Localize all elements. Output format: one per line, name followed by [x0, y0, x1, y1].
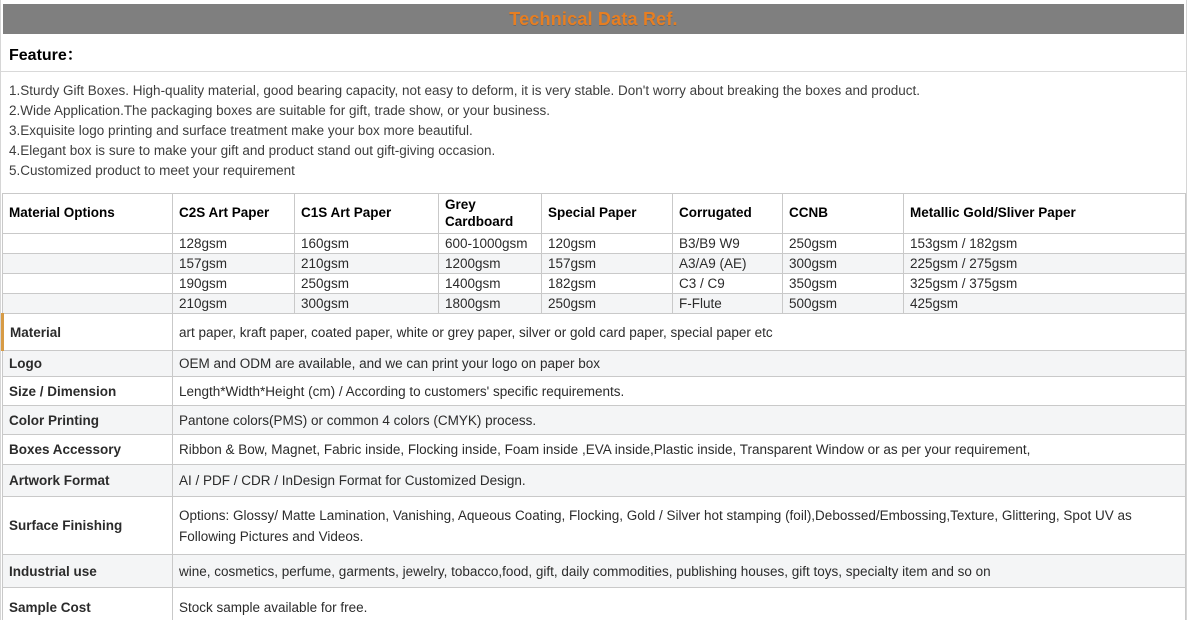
row-label: Logo [3, 351, 173, 377]
column-header: C2S Art Paper [173, 194, 295, 234]
column-header: Metallic Gold/Sliver Paper [904, 194, 1186, 234]
feature-item: 3.Exquisite logo printing and surface treatment make your box more beautiful. [9, 123, 473, 138]
detail-row-size-dimension [3, 377, 1186, 406]
materials-row [3, 234, 1186, 254]
table-cell: B3/B9 W9 [673, 234, 783, 254]
table-cell: 120gsm [542, 234, 673, 254]
table-cell: 225gsm / 275gsm [904, 254, 1186, 274]
table-cell [3, 274, 173, 294]
table-cell: 182gsm [542, 274, 673, 294]
detail-row-color-printing [3, 406, 1186, 435]
column-header: Special Paper [542, 194, 673, 234]
table-cell: 250gsm [542, 294, 673, 314]
row-value: Pantone colors(PMS) or common 4 colors (CMYK) process. [173, 406, 1186, 435]
spec-table [1, 193, 1186, 620]
row-value: OEM and ODM are available, and we can print your logo on paper box [173, 351, 1186, 377]
table-cell: 210gsm [295, 254, 439, 274]
table-cell: A3/A9 (AE) [673, 254, 783, 274]
row-label: Color Printing [3, 406, 173, 435]
detail-row-artwork-format [3, 465, 1186, 497]
table-cell: 153gsm / 182gsm [904, 234, 1186, 254]
row-label: Artwork Format [3, 465, 173, 497]
table-cell: 1200gsm [439, 254, 542, 274]
table-cell: 157gsm [173, 254, 295, 274]
detail-row-logo [3, 351, 1186, 377]
column-header: Corrugated [673, 194, 783, 234]
column-header: C1S Art Paper [295, 194, 439, 234]
feature-item: 1.Sturdy Gift Boxes. High-quality material, good bearing capacity, not easy to deform, it is very stable. Don't worry about breaking the boxes and product. [9, 83, 921, 98]
table-cell: 1400gsm [439, 274, 542, 294]
table-cell [3, 294, 173, 314]
row-value: Stock sample available for free. [173, 588, 1186, 620]
row-value: Length*Width*Height (cm) / According to customers' specific requirements. [173, 377, 1186, 406]
detail-row-material [3, 314, 1186, 351]
row-label: Boxes Accessory [3, 435, 173, 465]
table-cell: 128gsm [173, 234, 295, 254]
feature-item: 2.Wide Application.The packaging boxes are suitable for gift, trade show, or your business. [9, 103, 551, 118]
table-cell: 500gsm [783, 294, 904, 314]
materials-row [3, 294, 1186, 314]
table-cell [3, 254, 173, 274]
table-cell: 190gsm [173, 274, 295, 294]
table-cell: 160gsm [295, 234, 439, 254]
title-banner [3, 4, 1184, 34]
column-header: CCNB [783, 194, 904, 234]
row-value: Ribbon & Bow, Magnet, Fabric inside, Flocking inside, Foam inside ,EVA inside,Plastic inside, Transparent Window or as per your requirement, [173, 435, 1186, 465]
table-cell: 300gsm [783, 254, 904, 274]
row-label: Sample Cost [3, 588, 173, 620]
detail-row-industrial-use [3, 555, 1186, 588]
materials-row [3, 254, 1186, 274]
detail-row-boxes-accessory [3, 435, 1186, 465]
row-value: AI / PDF / CDR / InDesign Format for Customized Design. [173, 465, 1186, 497]
row-label: Industrial use [3, 555, 173, 588]
table-cell: 250gsm [295, 274, 439, 294]
table-cell: 325gsm / 375gsm [904, 274, 1186, 294]
row-value: art paper, kraft paper, coated paper, white or grey paper, silver or gold card paper, special paper etc [173, 314, 1186, 351]
table-cell: 425gsm [904, 294, 1186, 314]
table-cell: 300gsm [295, 294, 439, 314]
feature-item: 5.Customized product to meet your requirement [9, 163, 295, 178]
table-cell: 210gsm [173, 294, 295, 314]
row-value: Options: Glossy/ Matte Lamination, Vanishing, Aqueous Coating, Flocking, Gold / Silver hot stamping (foil),Debossed/Embossing,Texture, Glittering, Spot UV as Following Pictures and Videos. [173, 497, 1186, 555]
row-label: Size / Dimension [3, 377, 173, 406]
table-cell: 250gsm [783, 234, 904, 254]
table-cell: 1800gsm [439, 294, 542, 314]
materials-row [3, 274, 1186, 294]
feature-list [1, 72, 1186, 193]
table-cell [3, 234, 173, 254]
page-title: Technical Data Ref. [509, 8, 678, 29]
row-label: Material [3, 314, 173, 351]
column-header: Grey Cardboard [439, 194, 542, 234]
detail-row-surface-finishing [3, 497, 1186, 555]
row-value: wine, cosmetics, perfume, garments, jewelry, tobacco,food, gift, daily commodities, publishing houses, gift toys, specialty item and so on [173, 555, 1186, 588]
table-cell: 350gsm [783, 274, 904, 294]
column-header: Material Options [3, 194, 173, 234]
materials-header-row [3, 194, 1186, 234]
table-cell: 600-1000gsm [439, 234, 542, 254]
table-cell: F-Flute [673, 294, 783, 314]
detail-row-sample-cost [3, 588, 1186, 620]
table-cell: C3 / C9 [673, 274, 783, 294]
table-cell: 157gsm [542, 254, 673, 274]
feature-item: 4.Elegant box is sure to make your gift and product stand out gift-giving occasion. [9, 143, 496, 158]
feature-heading: Feature： [1, 34, 1186, 72]
row-label: Surface Finishing [3, 497, 173, 555]
